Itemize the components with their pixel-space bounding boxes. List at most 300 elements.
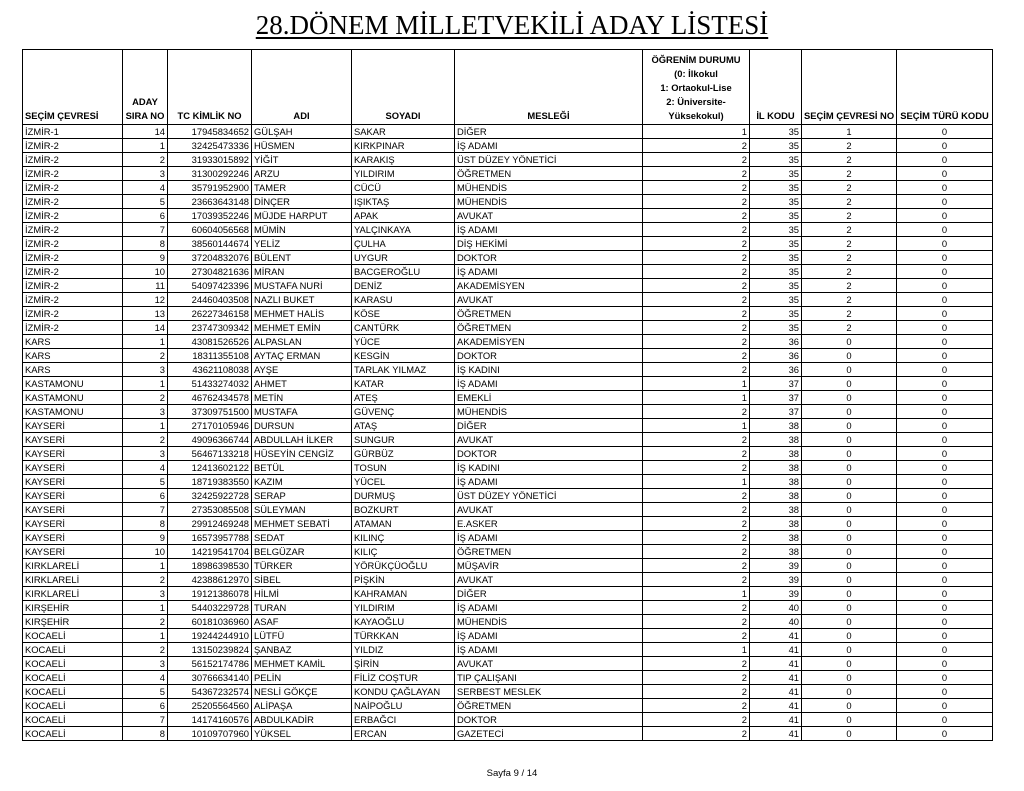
header-aday-sira-no-line1: ADAY [132, 96, 158, 107]
aday-sira-no-cell: 5 [123, 195, 168, 209]
meslegi-cell: AKADEMİSYEN [455, 279, 643, 293]
aday-sira-no-cell: 3 [123, 167, 168, 181]
tc-kimlik-no-cell: 42388612970 [168, 573, 252, 587]
adi-cell: BELGÜZAR [252, 545, 352, 559]
tc-kimlik-no-cell: 35791952900 [168, 181, 252, 195]
ogrenim-durumu-cell: 2 [643, 503, 750, 517]
table-row [23, 489, 993, 503]
meslegi-cell: İŞ ADAMI [455, 265, 643, 279]
secim-cevresi-cell: KASTAMONU [23, 391, 123, 405]
secim-cevresi-no-cell: 0 [802, 531, 897, 545]
secim-cevresi-cell: KOCAELİ [23, 671, 123, 685]
secim-turu-kodu-cell: 0 [897, 209, 993, 223]
adi-cell: MUSTAFA NURİ [252, 279, 352, 293]
il-kodu-cell: 35 [750, 237, 802, 251]
header-ogrenim-durumu [643, 50, 750, 125]
soyadi-cell: KAHRAMAN [352, 587, 455, 601]
il-kodu-cell: 38 [750, 517, 802, 531]
header-adi: ADI [252, 50, 352, 125]
aday-sira-no-cell: 7 [123, 713, 168, 727]
secim-turu-kodu-cell: 0 [897, 419, 993, 433]
secim-cevresi-cell: KIRŞEHİR [23, 615, 123, 629]
secim-turu-kodu-cell: 0 [897, 727, 993, 741]
secim-cevresi-no-cell: 0 [802, 629, 897, 643]
ogrenim-durumu-cell: 2 [643, 559, 750, 573]
aday-sira-no-cell: 13 [123, 307, 168, 321]
secim-cevresi-cell: KASTAMONU [23, 405, 123, 419]
tc-kimlik-no-cell: 18311355108 [168, 349, 252, 363]
soyadi-cell: ERCAN [352, 727, 455, 741]
tc-kimlik-no-cell: 13150239824 [168, 643, 252, 657]
secim-cevresi-cell: KARS [23, 349, 123, 363]
secim-cevresi-cell: KARS [23, 363, 123, 377]
secim-cevresi-cell: KOCAELİ [23, 629, 123, 643]
secim-cevresi-cell: KIRŞEHİR [23, 601, 123, 615]
il-kodu-cell: 35 [750, 321, 802, 335]
aday-sira-no-cell: 3 [123, 363, 168, 377]
il-kodu-cell: 41 [750, 685, 802, 699]
page-number: Sayfa 9 / 14 [486, 768, 538, 779]
ogrenim-durumu-cell: 2 [643, 237, 750, 251]
adi-cell: PELİN [252, 671, 352, 685]
tc-kimlik-no-cell: 56152174786 [168, 657, 252, 671]
tc-kimlik-no-cell: 27170105946 [168, 419, 252, 433]
aday-sira-no-cell: 5 [123, 685, 168, 699]
ogrenim-durumu-cell: 2 [643, 153, 750, 167]
aday-sira-no-cell: 2 [123, 573, 168, 587]
tc-kimlik-no-cell: 60604056568 [168, 223, 252, 237]
adi-cell: NAZLI BUKET [252, 293, 352, 307]
secim-cevresi-no-cell: 0 [802, 461, 897, 475]
table-row [23, 265, 993, 279]
adi-cell: HÜSMEN [252, 139, 352, 153]
aday-sira-no-cell: 8 [123, 237, 168, 251]
secim-cevresi-no-cell: 2 [802, 251, 897, 265]
ogrenim-durumu-cell: 2 [643, 279, 750, 293]
secim-cevresi-no-cell: 2 [802, 223, 897, 237]
soyadi-cell: YILDIRIM [352, 601, 455, 615]
il-kodu-cell: 38 [750, 545, 802, 559]
secim-cevresi-cell: KAYSERİ [23, 433, 123, 447]
secim-turu-kodu-cell: 0 [897, 531, 993, 545]
secim-turu-kodu-cell: 0 [897, 573, 993, 587]
soyadi-cell: NAİPOĞLU [352, 699, 455, 713]
meslegi-cell: AVUKAT [455, 503, 643, 517]
meslegi-cell: ÜST DÜZEY YÖNETİCİ [455, 489, 643, 503]
ogrenim-durumu-cell: 2 [643, 251, 750, 265]
adi-cell: MÜMİN [252, 223, 352, 237]
il-kodu-cell: 38 [750, 461, 802, 475]
adi-cell: HÜSEYİN CENGİZ [252, 447, 352, 461]
secim-cevresi-cell: İZMİR-2 [23, 181, 123, 195]
secim-cevresi-no-cell: 0 [802, 671, 897, 685]
secim-cevresi-cell: KAYSERİ [23, 447, 123, 461]
adi-cell: TÜRKER [252, 559, 352, 573]
aday-sira-no-cell: 8 [123, 517, 168, 531]
secim-cevresi-no-cell: 0 [802, 475, 897, 489]
secim-cevresi-no-cell: 0 [802, 713, 897, 727]
adi-cell: MEHMET KAMİL [252, 657, 352, 671]
table-row [23, 181, 993, 195]
soyadi-cell: TOSUN [352, 461, 455, 475]
table-row [23, 195, 993, 209]
ogrenim-durumu-cell: 2 [643, 629, 750, 643]
table-row [23, 699, 993, 713]
meslegi-cell: AKADEMİSYEN [455, 335, 643, 349]
secim-cevresi-cell: KASTAMONU [23, 377, 123, 391]
meslegi-cell: DİŞ HEKİMİ [455, 237, 643, 251]
ogrenim-durumu-cell: 2 [643, 657, 750, 671]
tc-kimlik-no-cell: 37309751500 [168, 405, 252, 419]
soyadi-cell: KARASU [352, 293, 455, 307]
secim-cevresi-no-cell: 2 [802, 181, 897, 195]
tc-kimlik-no-cell: 23663643148 [168, 195, 252, 209]
secim-cevresi-cell: İZMİR-2 [23, 195, 123, 209]
ogrenim-durumu-cell: 1 [643, 587, 750, 601]
meslegi-cell: TIP ÇALIŞANI [455, 671, 643, 685]
soyadi-cell: YALÇINKAYA [352, 223, 455, 237]
table-body [23, 125, 993, 741]
secim-turu-kodu-cell: 0 [897, 363, 993, 377]
ogrenim-durumu-cell: 2 [643, 671, 750, 685]
il-kodu-cell: 38 [750, 433, 802, 447]
header-ogrenim-line1: ÖĞRENİM DURUMU [651, 54, 741, 65]
ogrenim-durumu-cell: 2 [643, 195, 750, 209]
soyadi-cell: ATEŞ [352, 391, 455, 405]
meslegi-cell: ÖĞRETMEN [455, 545, 643, 559]
il-kodu-cell: 35 [750, 293, 802, 307]
aday-sira-no-cell: 5 [123, 475, 168, 489]
il-kodu-cell: 35 [750, 223, 802, 237]
tc-kimlik-no-cell: 54097423396 [168, 279, 252, 293]
adi-cell: AHMET [252, 377, 352, 391]
adi-cell: ALPASLAN [252, 335, 352, 349]
secim-turu-kodu-cell: 0 [897, 139, 993, 153]
tc-kimlik-no-cell: 30766634140 [168, 671, 252, 685]
secim-cevresi-cell: KAYSERİ [23, 531, 123, 545]
meslegi-cell: AVUKAT [455, 209, 643, 223]
soyadi-cell: KILIÇ [352, 545, 455, 559]
secim-cevresi-no-cell: 0 [802, 349, 897, 363]
adi-cell: KAZIM [252, 475, 352, 489]
page-title: 28.DÖNEM MİLLETVEKİLİ ADAY LİSTESİ [255, 10, 769, 40]
soyadi-cell: KIRKPINAR [352, 139, 455, 153]
ogrenim-durumu-cell: 2 [643, 167, 750, 181]
secim-cevresi-no-cell: 2 [802, 293, 897, 307]
il-kodu-cell: 39 [750, 559, 802, 573]
meslegi-cell: ÖĞRETMEN [455, 699, 643, 713]
secim-cevresi-no-cell: 0 [802, 377, 897, 391]
aday-sira-no-cell: 10 [123, 545, 168, 559]
il-kodu-cell: 41 [750, 643, 802, 657]
soyadi-cell: YÜCEL [352, 475, 455, 489]
soyadi-cell: IŞIKTAŞ [352, 195, 455, 209]
aday-sira-no-cell: 3 [123, 447, 168, 461]
meslegi-cell: MÜHENDİS [455, 615, 643, 629]
ogrenim-durumu-cell: 2 [643, 713, 750, 727]
adi-cell: SÜLEYMAN [252, 503, 352, 517]
soyadi-cell: SAKAR [352, 125, 455, 139]
soyadi-cell: KARAKIŞ [352, 153, 455, 167]
aday-sira-no-cell: 1 [123, 559, 168, 573]
secim-cevresi-no-cell: 0 [802, 447, 897, 461]
il-kodu-cell: 41 [750, 657, 802, 671]
tc-kimlik-no-cell: 32425922728 [168, 489, 252, 503]
aday-sira-no-cell: 12 [123, 293, 168, 307]
secim-cevresi-no-cell: 2 [802, 265, 897, 279]
meslegi-cell: DOKTOR [455, 349, 643, 363]
aday-sira-no-cell: 9 [123, 251, 168, 265]
adi-cell: HİLMİ [252, 587, 352, 601]
table-row [23, 713, 993, 727]
tc-kimlik-no-cell: 18719383550 [168, 475, 252, 489]
soyadi-cell: KATAR [352, 377, 455, 391]
secim-cevresi-cell: KOCAELİ [23, 699, 123, 713]
adi-cell: METİN [252, 391, 352, 405]
il-kodu-cell: 41 [750, 671, 802, 685]
secim-turu-kodu-cell: 0 [897, 237, 993, 251]
ogrenim-durumu-cell: 2 [643, 405, 750, 419]
secim-cevresi-cell: İZMİR-2 [23, 139, 123, 153]
meslegi-cell: GAZETECİ [455, 727, 643, 741]
tc-kimlik-no-cell: 18986398530 [168, 559, 252, 573]
aday-sira-no-cell: 1 [123, 601, 168, 615]
ogrenim-durumu-cell: 2 [643, 265, 750, 279]
meslegi-cell: E.ASKER [455, 517, 643, 531]
tc-kimlik-no-cell: 24460403508 [168, 293, 252, 307]
table-row [23, 461, 993, 475]
adi-cell: ASAF [252, 615, 352, 629]
soyadi-cell: ERBAĞCI [352, 713, 455, 727]
il-kodu-cell: 37 [750, 405, 802, 419]
ogrenim-durumu-cell: 2 [643, 321, 750, 335]
aday-sira-no-cell: 2 [123, 349, 168, 363]
il-kodu-cell: 38 [750, 475, 802, 489]
meslegi-cell: MÜHENDİS [455, 405, 643, 419]
tc-kimlik-no-cell: 56467133218 [168, 447, 252, 461]
header-il-kodu: İL KODU [750, 50, 802, 125]
secim-cevresi-cell: İZMİR-1 [23, 125, 123, 139]
secim-cevresi-no-cell: 2 [802, 167, 897, 181]
adi-cell: BETÜL [252, 461, 352, 475]
soyadi-cell: CÜCÜ [352, 181, 455, 195]
secim-turu-kodu-cell: 0 [897, 657, 993, 671]
soyadi-cell: KILINÇ [352, 531, 455, 545]
tc-kimlik-no-cell: 23747309342 [168, 321, 252, 335]
adi-cell: MÜJDE HARPUT [252, 209, 352, 223]
tc-kimlik-no-cell: 19121386078 [168, 587, 252, 601]
table-row [23, 433, 993, 447]
il-kodu-cell: 39 [750, 573, 802, 587]
secim-cevresi-cell: KOCAELİ [23, 685, 123, 699]
header-aday-sira-no [123, 50, 168, 125]
table-row [23, 335, 993, 349]
aday-sira-no-cell: 1 [123, 139, 168, 153]
secim-turu-kodu-cell: 0 [897, 475, 993, 489]
il-kodu-cell: 38 [750, 503, 802, 517]
adi-cell: SİBEL [252, 573, 352, 587]
secim-turu-kodu-cell: 0 [897, 181, 993, 195]
meslegi-cell: İŞ ADAMI [455, 629, 643, 643]
secim-turu-kodu-cell: 0 [897, 153, 993, 167]
adi-cell: MEHMET SEBATİ [252, 517, 352, 531]
soyadi-cell: KESGİN [352, 349, 455, 363]
ogrenim-durumu-cell: 2 [643, 545, 750, 559]
table-row [23, 573, 993, 587]
secim-cevresi-no-cell: 2 [802, 209, 897, 223]
ogrenim-durumu-cell: 1 [643, 419, 750, 433]
aday-sira-no-cell: 3 [123, 405, 168, 419]
secim-cevresi-no-cell: 2 [802, 195, 897, 209]
tc-kimlik-no-cell: 29912469248 [168, 517, 252, 531]
aday-sira-no-cell: 2 [123, 391, 168, 405]
secim-turu-kodu-cell: 0 [897, 517, 993, 531]
adi-cell: DURSUN [252, 419, 352, 433]
secim-turu-kodu-cell: 0 [897, 461, 993, 475]
ogrenim-durumu-cell: 2 [643, 447, 750, 461]
table-row [23, 237, 993, 251]
soyadi-cell: BOZKURT [352, 503, 455, 517]
ogrenim-durumu-cell: 2 [643, 517, 750, 531]
secim-turu-kodu-cell: 0 [897, 265, 993, 279]
il-kodu-cell: 35 [750, 139, 802, 153]
secim-turu-kodu-cell: 0 [897, 629, 993, 643]
header-aday-sira-no-line2: SIRA NO [125, 110, 165, 121]
secim-cevresi-no-cell: 2 [802, 153, 897, 167]
aday-sira-no-cell: 7 [123, 503, 168, 517]
secim-cevresi-cell: İZMİR-2 [23, 307, 123, 321]
secim-cevresi-no-cell: 0 [802, 489, 897, 503]
tc-kimlik-no-cell: 43081526526 [168, 335, 252, 349]
secim-cevresi-no-cell: 0 [802, 727, 897, 741]
secim-turu-kodu-cell: 0 [897, 699, 993, 713]
table-row [23, 391, 993, 405]
ogrenim-durumu-cell: 2 [643, 433, 750, 447]
meslegi-cell: ÖĞRETMEN [455, 307, 643, 321]
secim-turu-kodu-cell: 0 [897, 293, 993, 307]
secim-turu-kodu-cell: 0 [897, 601, 993, 615]
meslegi-cell: İŞ KADINI [455, 461, 643, 475]
secim-cevresi-no-cell: 0 [802, 601, 897, 615]
il-kodu-cell: 38 [750, 419, 802, 433]
soyadi-cell: KAYAOĞLU [352, 615, 455, 629]
soyadi-cell: TARLAK YILMAZ [352, 363, 455, 377]
tc-kimlik-no-cell: 49096366744 [168, 433, 252, 447]
meslegi-cell: İŞ ADAMI [455, 377, 643, 391]
secim-turu-kodu-cell: 0 [897, 321, 993, 335]
secim-cevresi-cell: KAYSERİ [23, 489, 123, 503]
il-kodu-cell: 38 [750, 489, 802, 503]
tc-kimlik-no-cell: 12413602122 [168, 461, 252, 475]
secim-cevresi-no-cell: 0 [802, 405, 897, 419]
secim-cevresi-no-cell: 2 [802, 321, 897, 335]
table-row [23, 671, 993, 685]
secim-cevresi-cell: KOCAELİ [23, 713, 123, 727]
ogrenim-durumu-cell: 2 [643, 461, 750, 475]
table-row [23, 545, 993, 559]
secim-cevresi-no-cell: 0 [802, 335, 897, 349]
il-kodu-cell: 35 [750, 279, 802, 293]
secim-turu-kodu-cell: 0 [897, 685, 993, 699]
tc-kimlik-no-cell: 54403229728 [168, 601, 252, 615]
secim-cevresi-no-cell: 0 [802, 685, 897, 699]
tc-kimlik-no-cell: 31933015892 [168, 153, 252, 167]
adi-cell: YÜKSEL [252, 727, 352, 741]
table-row [23, 125, 993, 139]
adi-cell: AYTAÇ ERMAN [252, 349, 352, 363]
tc-kimlik-no-cell: 14219541704 [168, 545, 252, 559]
secim-cevresi-cell: KAYSERİ [23, 461, 123, 475]
table-row [23, 251, 993, 265]
secim-turu-kodu-cell: 0 [897, 433, 993, 447]
aday-sira-no-cell: 2 [123, 153, 168, 167]
adi-cell: ARZU [252, 167, 352, 181]
secim-cevresi-no-cell: 2 [802, 279, 897, 293]
aday-sira-no-cell: 11 [123, 279, 168, 293]
secim-cevresi-cell: KOCAELİ [23, 643, 123, 657]
table-row [23, 223, 993, 237]
secim-turu-kodu-cell: 0 [897, 503, 993, 517]
table-row [23, 321, 993, 335]
aday-sira-no-cell: 14 [123, 125, 168, 139]
header-ogrenim-line4: 2: Üniversite- [666, 96, 726, 107]
aday-sira-no-cell: 3 [123, 657, 168, 671]
il-kodu-cell: 41 [750, 727, 802, 741]
secim-cevresi-no-cell: 0 [802, 657, 897, 671]
adi-cell: ALİPAŞA [252, 699, 352, 713]
secim-turu-kodu-cell: 0 [897, 349, 993, 363]
secim-cevresi-no-cell: 0 [802, 433, 897, 447]
aday-sira-no-cell: 4 [123, 181, 168, 195]
secim-cevresi-cell: İZMİR-2 [23, 279, 123, 293]
secim-turu-kodu-cell: 0 [897, 671, 993, 685]
soyadi-cell: APAK [352, 209, 455, 223]
secim-turu-kodu-cell: 0 [897, 377, 993, 391]
adi-cell: MEHMET HALİS [252, 307, 352, 321]
soyadi-cell: DURMUŞ [352, 489, 455, 503]
header-ogrenim-line3: 1: Ortaokul-Lise [660, 82, 732, 93]
tc-kimlik-no-cell: 43621108038 [168, 363, 252, 377]
il-kodu-cell: 36 [750, 335, 802, 349]
secim-cevresi-no-cell: 1 [802, 125, 897, 139]
meslegi-cell: İŞ ADAMI [455, 223, 643, 237]
tc-kimlik-no-cell: 16573957788 [168, 531, 252, 545]
adi-cell: DİNÇER [252, 195, 352, 209]
table-row [23, 405, 993, 419]
aday-sira-no-cell: 14 [123, 321, 168, 335]
secim-cevresi-cell: KAYSERİ [23, 517, 123, 531]
aday-sira-no-cell: 2 [123, 615, 168, 629]
tc-kimlik-no-cell: 17039352246 [168, 209, 252, 223]
header-soyadi: SOYADI [352, 50, 455, 125]
ogrenim-durumu-cell: 2 [643, 209, 750, 223]
table-row [23, 377, 993, 391]
table-row [23, 447, 993, 461]
il-kodu-cell: 38 [750, 447, 802, 461]
ogrenim-durumu-cell: 2 [643, 363, 750, 377]
adi-cell: TURAN [252, 601, 352, 615]
aday-sira-no-cell: 8 [123, 727, 168, 741]
meslegi-cell: İŞ ADAMI [455, 139, 643, 153]
il-kodu-cell: 40 [750, 615, 802, 629]
meslegi-cell: MÜŞAVİR [455, 559, 643, 573]
secim-cevresi-no-cell: 2 [802, 237, 897, 251]
adi-cell: YİĞİT [252, 153, 352, 167]
ogrenim-durumu-cell: 2 [643, 139, 750, 153]
secim-cevresi-no-cell: 2 [802, 139, 897, 153]
adi-cell: SERAP [252, 489, 352, 503]
soyadi-cell: CANTÜRK [352, 321, 455, 335]
